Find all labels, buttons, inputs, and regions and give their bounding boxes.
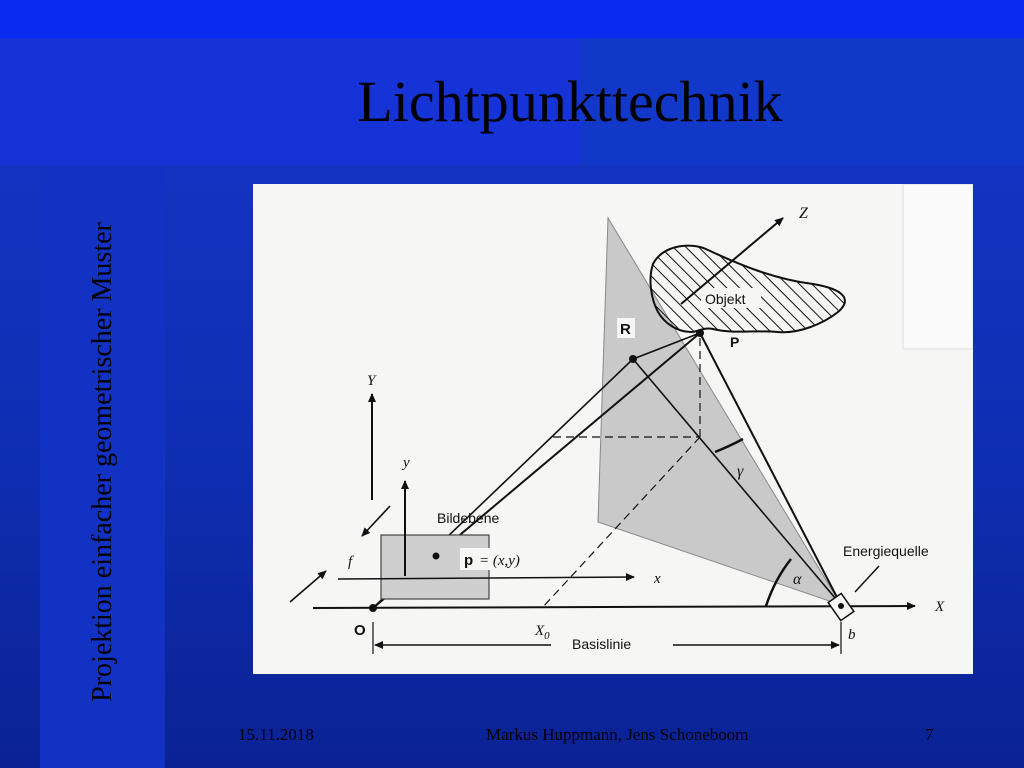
y-axis-image-label: y (403, 455, 410, 471)
f-arrow-upper (362, 506, 390, 536)
origin-label: O (354, 622, 366, 639)
side-label: Projektion einfacher geometrischer Muster (87, 222, 118, 702)
energy-source-point (838, 603, 844, 609)
x0-label (534, 623, 550, 642)
objekt-label: Objekt (705, 291, 746, 307)
z-axis-label: Z (799, 205, 808, 222)
x-axis-world-label: X (935, 599, 945, 615)
basislinie-label: Basislinie (572, 636, 632, 652)
scan-edge (903, 184, 973, 349)
x-axis-image-label: x (654, 571, 661, 587)
point-r (629, 355, 637, 363)
energy-source-pointer (855, 566, 879, 592)
x0-sub: 0 (544, 630, 550, 642)
x-axis-world (313, 606, 915, 608)
point-p-image (433, 553, 440, 560)
alpha-label: α (793, 571, 802, 588)
title-band-top-strip (0, 0, 1024, 38)
b-label: b (848, 627, 856, 643)
f-arrow-lower (290, 571, 326, 602)
origin-point (369, 604, 377, 612)
r-label: R (620, 321, 631, 338)
footer-authors: Markus Huppmann, Jens Schoneboom (486, 725, 749, 744)
light-point-diagram (253, 184, 973, 674)
energiequelle-label: Energiequelle (843, 543, 929, 559)
p-image-label: p (464, 552, 474, 569)
x0-main: X (535, 623, 545, 639)
diagram-svg (253, 184, 973, 674)
gamma-label: γ (737, 463, 744, 480)
footer-date: 15.11.2018 (238, 725, 314, 744)
y-axis-world-label: Y (367, 373, 376, 389)
footer-page-number: 7 (925, 725, 934, 744)
bildebene-label: Bildebene (437, 510, 500, 526)
p-coords-label: = (x,y) (479, 553, 520, 569)
slide-title: Lichtpunkttechnik (357, 69, 783, 134)
f-label: f (348, 554, 353, 570)
p-label: P (730, 334, 740, 350)
point-p (696, 329, 704, 337)
